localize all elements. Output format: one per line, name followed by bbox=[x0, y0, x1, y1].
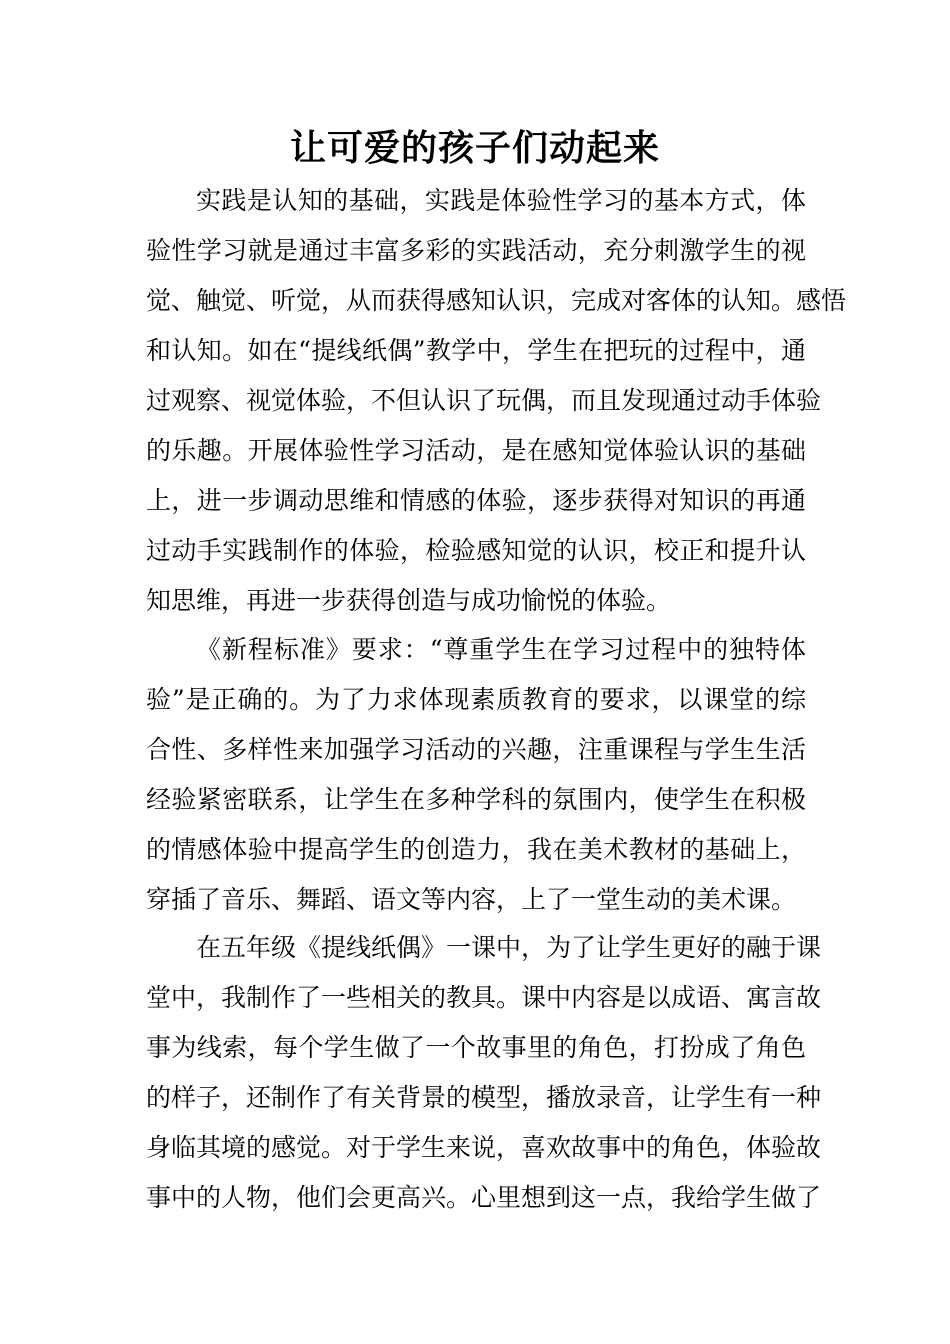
paragraph-3-line-6: 事中的人物，他们会更高兴。心里想到这一点，我给学生做了 bbox=[146, 1183, 822, 1212]
paragraph-1-line-9: 知思维，再进一步获得创造与成功愉悦的体验。 bbox=[146, 586, 672, 615]
paragraph-2-line-4: 经验紧密联系，让学生在多种学科的氛围内，使学生在积极 bbox=[146, 785, 806, 814]
paragraph-2-line-2: 验”是正确的。为了力求体现素质教育的要求，以课堂的综 bbox=[146, 685, 806, 714]
paragraph-1-line-3: 觉、触觉、听觉，从而获得感知认识，完成对客体的认知。感悟 bbox=[146, 286, 847, 315]
paragraph-1-line-5: 过观察、视觉体验，不但认识了玩偶，而且发现通过动手体验 bbox=[146, 386, 822, 415]
paragraph-1-line-6: 的乐趣。开展体验性学习活动，是在感知觉体验认识的基础 bbox=[146, 436, 806, 465]
paragraph-1-line-7: 上，进一步调动思维和情感的体验，逐步获得对知识的再通 bbox=[146, 486, 806, 515]
paragraph-2-line-1: 《新程标准》要求：“尊重学生在学习过程中的独特体 bbox=[196, 635, 806, 664]
document-title: 让可爱的孩子们动起来 bbox=[289, 128, 660, 169]
paragraph-2-line-3: 合性、多样性来加强学习活动的兴趣，注重课程与学生生活 bbox=[146, 735, 806, 764]
paragraph-1-line-1: 实践是认知的基础，实践是体验性学习的基本方式，体 bbox=[196, 186, 806, 215]
paragraph-3-line-4: 的样子，还制作了有关背景的模型，播放录音，让学生有一种 bbox=[146, 1083, 822, 1112]
paragraph-3-line-1: 在五年级《提线纸偶》一课中，为了让学生更好的融于课 bbox=[196, 933, 822, 962]
paragraph-1-line-4: 和认知。如在“提线纸偶”教学中，学生在把玩的过程中，通 bbox=[146, 336, 806, 365]
paragraph-2-line-5: 的情感体验中提高学生的创造力，我在美术教材的基础上， bbox=[146, 835, 806, 864]
paragraph-1-line-2: 验性学习就是通过丰富多彩的实践活动，充分刺激学生的视 bbox=[146, 236, 806, 265]
paragraph-3-line-2: 堂中，我制作了一些相关的教具。课中内容是以成语、寓言故 bbox=[146, 983, 822, 1012]
paragraph-3-line-5: 身临其境的感觉。对于学生来说，喜欢故事中的角色，体验故 bbox=[146, 1133, 822, 1162]
paragraph-3-line-3: 事为线索，每个学生做了一个故事里的角色，打扮成了角色 bbox=[146, 1033, 806, 1062]
paragraph-1-line-8: 过动手实践制作的体验，检验感知觉的认识，校正和提升认 bbox=[146, 536, 806, 565]
paragraph-2-line-6: 穿插了音乐、舞蹈、语文等内容，上了一堂生动的美术课。 bbox=[146, 885, 797, 914]
